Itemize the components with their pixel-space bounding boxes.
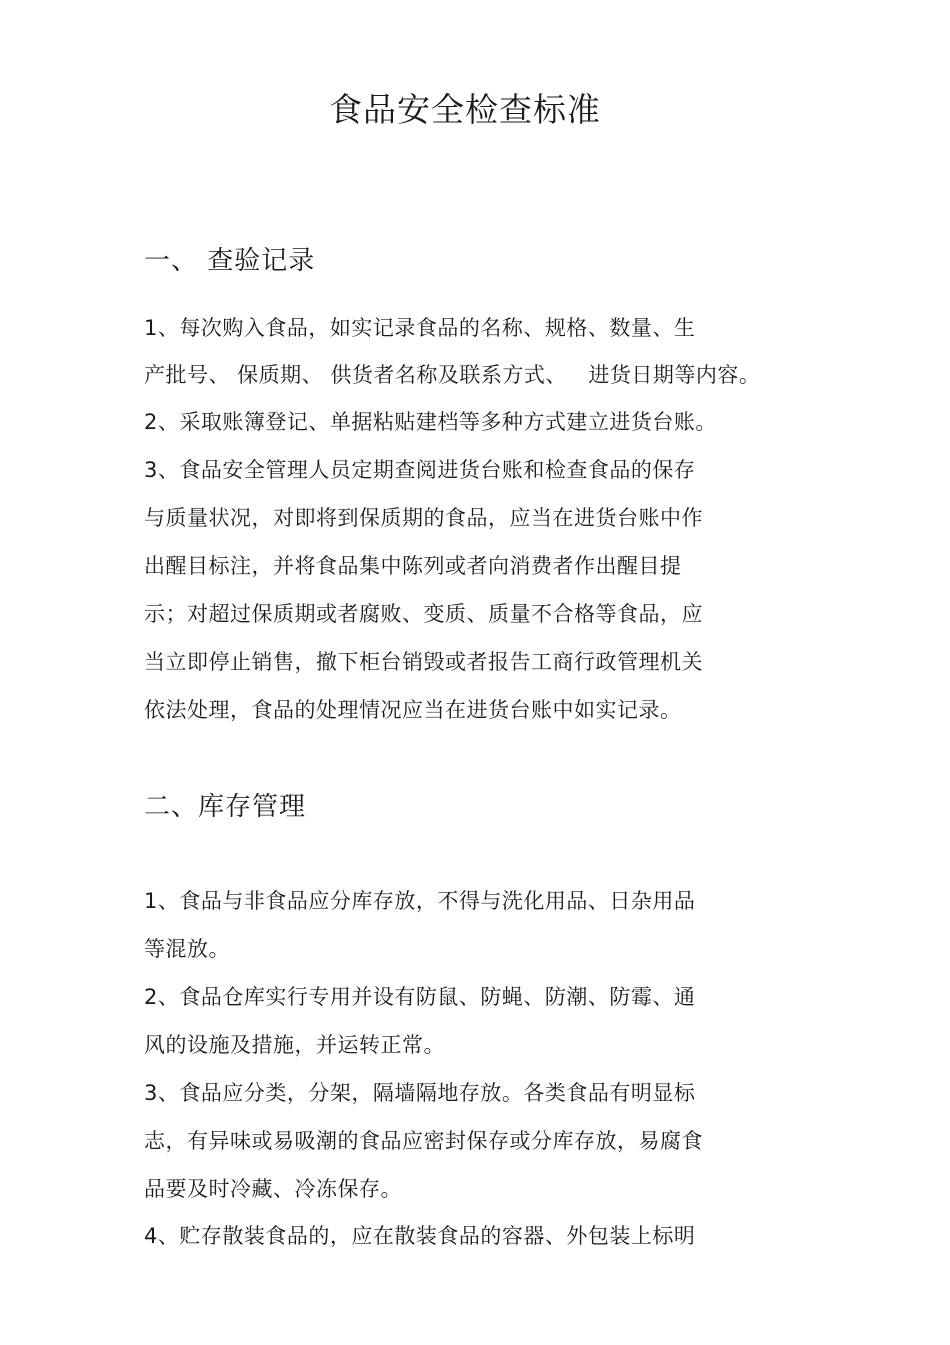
paragraph-line: 品要及时冷藏、冷冻保存。 [144, 1177, 402, 1201]
paragraph-line: 等混放。 [144, 937, 230, 961]
paragraph-line: 出醒目标注，并将食品集中陈列或者向消费者作出醒目提 [144, 554, 682, 578]
paragraph-line: 3、食品应分类，分架，隔墙隔地存放。各类食品有明显标 [144, 1081, 696, 1105]
paragraph-line: 当立即停止销售，撤下柜台销毁或者报告工商行政管理机关 [144, 650, 703, 674]
paragraph-line: 1、食品与非食品应分库存放，不得与洗化用品、日杂用品 [144, 889, 696, 913]
paragraph-line: 2、采取账簿登记、单据粘贴建档等多种方式建立进货台账。 [144, 410, 717, 434]
paragraph-line: 志，有异味或易吸潮的食品应密封保存或分库存放，易腐食 [144, 1129, 703, 1153]
paragraph-line: 示；对超过保质期或者腐败、变质、质量不合格等食品，应 [144, 602, 703, 626]
paragraph-line: 3、食品安全管理人员定期查阅进货台账和检查食品的保存 [144, 458, 696, 482]
section-heading-inventory-management: 二、库存管理 [144, 792, 307, 822]
section-heading-inspection-records: 一、 查验记录 [144, 246, 316, 276]
paragraph-line: 与质量状况，对即将到保质期的食品，应当在进货台账中作 [144, 506, 703, 530]
page-title: 食品安全检查标准 [329, 90, 601, 129]
paragraph-line: 产批号、 保质期、 供货者名称及联系方式、 进货日期等内容。 [144, 363, 761, 387]
paragraph-line: 4、贮存散装食品的，应在散装食品的容器、外包装上标明 [144, 1224, 696, 1248]
paragraph-line: 2、食品仓库实行专用并设有防鼠、防蝇、防潮、防霉、通 [144, 985, 696, 1009]
paragraph-line: 1、每次购入食品，如实记录食品的名称、规格、数量、生 [144, 316, 696, 340]
paragraph-line: 依法处理，食品的处理情况应当在进货台账中如实记录。 [144, 698, 682, 722]
paragraph-line: 风的设施及措施，并运转正常。 [144, 1033, 445, 1057]
